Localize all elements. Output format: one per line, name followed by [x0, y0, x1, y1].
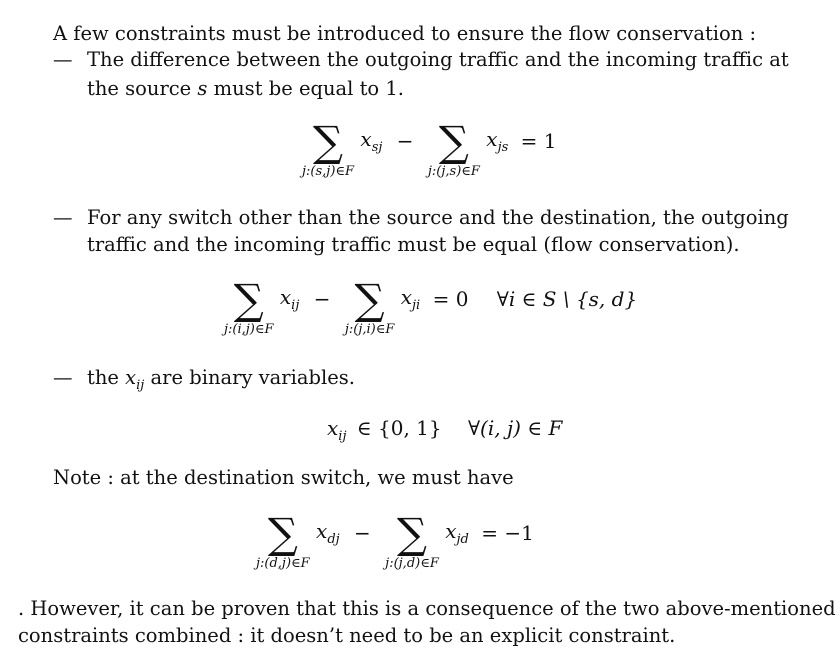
sigma-symbol: ∑ — [438, 117, 469, 166]
bullet-2-dash: — — [53, 206, 73, 229]
bullet-1-line-2 — [87, 77, 404, 101]
sum-index: j:(s,j)∈F — [302, 164, 355, 179]
bullet-1-text-a: the source — [87, 77, 198, 100]
term-outgoing: $x_{sj}$ — [360, 127, 383, 155]
bullet-1-line-1: The difference between the outgoing traffic and the incoming traffic at — [87, 48, 789, 71]
equation-source — [302, 117, 557, 180]
intro-text: A few constraints must be introduced to ensure the flow conservation : — [53, 22, 757, 45]
outro-line-1: . However, it can be proven that this is a consequence of the two above-mentioned — [18, 597, 836, 620]
sigma-symbol: ∑ — [267, 509, 298, 558]
equation-destination — [256, 509, 534, 572]
source-variable: s — [197, 77, 208, 100]
sum-incoming — [385, 509, 439, 572]
equation-rhs: = 0 — [432, 287, 469, 311]
bullet-3-text: the $x_{ij}$ are binary variables. — [87, 366, 355, 393]
equation-rhs: = 1 — [520, 129, 557, 153]
sigma-symbol: ∑ — [397, 509, 427, 558]
sum-index: j:(j,i)∈F — [344, 322, 395, 337]
sum-outgoing — [302, 117, 355, 180]
term-incoming: $x_{js}$ — [486, 127, 509, 155]
equation-binary — [327, 416, 562, 449]
minus-operator: − — [396, 129, 414, 153]
equation-quantifier: ∀i ∈ S \ {s, d} — [496, 287, 638, 311]
binary-variable: $x_{ij}$ — [125, 366, 145, 393]
bullet-2-line-2: traffic and the incoming traffic must be equal (flow conservation). — [87, 233, 740, 256]
minus-operator: − — [354, 521, 371, 545]
bullet-2-line-1: For any switch other than the source and the destination, the outgoing — [87, 206, 789, 229]
term-outgoing: $x_{ij}$ — [279, 285, 300, 313]
minus-operator: − — [313, 287, 331, 311]
sum-index: j:(i,j)∈F — [224, 322, 274, 337]
bullet-1-text-b: must be equal to 1. — [207, 77, 404, 100]
equation-rhs: = −1 — [481, 521, 534, 545]
sum-index: j:(j,s)∈F — [427, 164, 480, 179]
sum-index: j:(j,d)∈F — [385, 556, 439, 571]
sigma-symbol: ∑ — [233, 275, 264, 324]
sum-incoming — [427, 117, 480, 180]
sum-outgoing — [256, 509, 310, 572]
sum-index: j:(d,j)∈F — [256, 556, 310, 571]
binary-set: ∈ {0, 1} — [356, 416, 442, 440]
term-incoming: $x_{jd}$ — [445, 519, 469, 547]
bullet-3-dash: — — [53, 366, 73, 389]
bullet-1-dash: — — [53, 48, 73, 71]
outro-line-2: constraints combined : it doesn’t need to be an explicit constraint. — [18, 624, 676, 647]
sigma-symbol: ∑ — [354, 275, 385, 324]
sum-outgoing — [224, 275, 274, 338]
binary-term: $x_{ij}$ — [327, 416, 347, 444]
sum-incoming — [344, 275, 395, 338]
term-outgoing: $x_{dj}$ — [316, 519, 340, 547]
note-text: Note : at the destination switch, we must have — [53, 466, 514, 489]
sigma-symbol: ∑ — [313, 117, 344, 166]
equation-conservation — [224, 275, 638, 338]
term-incoming: $x_{ji}$ — [400, 285, 421, 313]
binary-quantifier: ∀(i, j) ∈ F — [467, 416, 563, 440]
